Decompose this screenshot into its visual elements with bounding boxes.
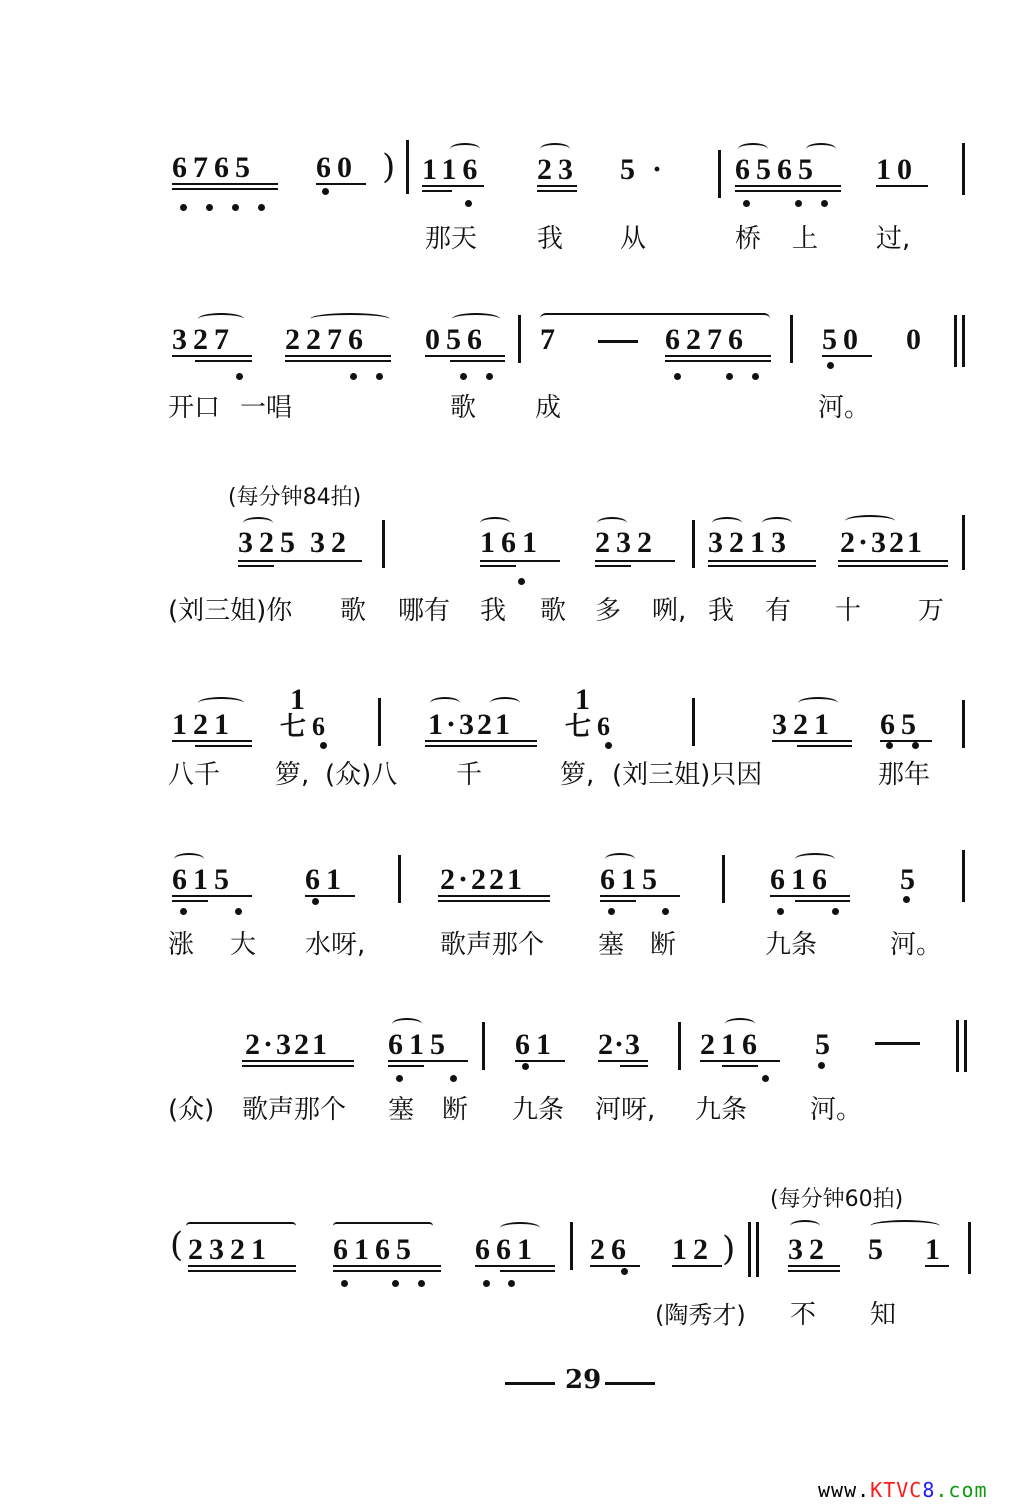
note-group: 2276: [285, 323, 369, 356]
low-octave-dot: [322, 188, 329, 195]
low-octave-dot: [232, 204, 239, 211]
note-group: 2·221: [440, 863, 526, 896]
underline: [838, 565, 948, 567]
note-group: 6765: [172, 151, 256, 184]
note-group: 327: [172, 323, 235, 356]
low-octave-dot: [605, 742, 612, 749]
note-group: 65: [880, 708, 922, 741]
note-group: 12: [672, 1233, 714, 1266]
note-group: 121: [172, 708, 235, 741]
barline: [518, 315, 521, 363]
underline: [172, 355, 252, 357]
rest: 0: [906, 323, 927, 356]
note-grace: 5: [620, 153, 641, 186]
lyric: 多: [595, 596, 622, 626]
underline: [188, 1265, 296, 1267]
underline: [665, 360, 771, 362]
underline: [242, 1060, 354, 1062]
underline: [822, 355, 872, 357]
watermark-brand-blue: 8: [922, 1478, 936, 1502]
low-octave-dot: [743, 200, 750, 207]
lyric: 塞: [598, 930, 625, 960]
underline: [425, 355, 505, 357]
underline: [770, 895, 850, 897]
underline: [388, 1060, 468, 1062]
underline: [285, 360, 391, 362]
low-octave-dot: [662, 908, 669, 915]
lyric: 河。: [818, 393, 871, 423]
underline: [500, 1270, 555, 1272]
footer-rule-right: [605, 1382, 655, 1385]
note-group: 325: [238, 526, 301, 559]
lyric: 桥: [735, 224, 762, 254]
final-barline: [956, 1020, 959, 1072]
low-octave-dot: [450, 1075, 457, 1082]
note-group: 60: [316, 151, 358, 184]
underline: [333, 1265, 441, 1267]
lyric: 那年: [878, 760, 931, 790]
underline: [590, 1265, 640, 1267]
lyric: 河呀,: [595, 1095, 656, 1125]
lyric: 九条: [512, 1095, 565, 1125]
note-group: 616: [770, 863, 833, 896]
low-octave-dot: [518, 578, 525, 585]
barline: [790, 315, 793, 363]
double-barline: [756, 1222, 759, 1277]
note: 5: [900, 863, 921, 896]
note-group: 50: [822, 323, 864, 356]
note-group: 321: [772, 708, 835, 741]
low-octave-dot: [235, 908, 242, 915]
low-octave-dot: [465, 200, 472, 207]
underline: [797, 745, 852, 747]
underline: [422, 190, 452, 192]
lyric: 涨: [168, 930, 195, 960]
lyric: 我: [480, 596, 507, 626]
low-octave-dot: [236, 373, 243, 380]
note-group: 615: [172, 863, 235, 896]
underline: [238, 565, 274, 567]
underline: [172, 740, 252, 742]
lyric: 歌: [540, 596, 567, 626]
underline: [537, 185, 577, 187]
note-group: 32: [310, 526, 352, 559]
lyric: 哪有: [398, 596, 451, 626]
note-group: 056: [425, 323, 488, 356]
lyric: 断: [650, 930, 677, 960]
lyric: 九条: [695, 1095, 748, 1125]
underline: [310, 560, 362, 562]
low-octave-dot: [674, 373, 681, 380]
underline: [238, 560, 318, 562]
underline: [480, 560, 560, 562]
note-group: 10: [876, 153, 918, 186]
underline: [172, 188, 278, 190]
low-octave-dot: [486, 373, 493, 380]
underline: [537, 190, 577, 192]
note-group: 26: [590, 1233, 632, 1266]
underline: [388, 1065, 424, 1067]
lyric: 过,: [876, 224, 911, 254]
lyric: 河。: [810, 1095, 863, 1125]
lyric: 箩,: [275, 760, 310, 790]
note-group: 6276: [665, 323, 749, 356]
lyric: 不: [790, 1300, 817, 1330]
note-group: 615: [388, 1028, 451, 1061]
barline: [398, 855, 401, 903]
underline: [925, 1265, 949, 1267]
barline: [968, 1222, 971, 1274]
underline: [188, 1270, 296, 1272]
lyric: 上: [792, 224, 819, 254]
low-octave-dot: [376, 373, 383, 380]
note-group: 23: [537, 153, 579, 186]
low-octave-dot: [821, 200, 828, 207]
low-octave-dot: [726, 373, 733, 380]
underline: [772, 740, 852, 742]
underline: [708, 560, 816, 562]
note-group: 216: [700, 1028, 763, 1061]
dot-extension: ·: [652, 153, 669, 186]
underline: [700, 1060, 780, 1062]
note-group: 61: [515, 1028, 557, 1061]
lyric: (众)八: [325, 760, 398, 790]
underline: [285, 355, 391, 357]
low-octave-dot: [392, 1280, 399, 1287]
underline: [305, 895, 355, 897]
low-octave-dot: [608, 908, 615, 915]
note-group: 2·3: [598, 1028, 642, 1061]
note-group: 1·321: [428, 708, 514, 741]
low-octave-dot: [180, 204, 187, 211]
note: 5: [868, 1233, 889, 1266]
underline: [438, 895, 550, 897]
underline: [195, 360, 252, 362]
barline: [722, 855, 725, 903]
note-group: 6565: [735, 153, 819, 186]
double-barline: [748, 1222, 751, 1277]
tempo-marking: (每分钟84拍): [228, 485, 362, 510]
lyric: 知: [870, 1300, 897, 1330]
note-group: 6165: [333, 1233, 417, 1266]
grace-note: 1: [290, 683, 311, 716]
barline: [570, 1222, 573, 1270]
underline: [735, 185, 841, 187]
note: 1: [925, 1233, 946, 1266]
low-octave-dot: [795, 200, 802, 207]
lyric: 歌声那个: [440, 930, 545, 960]
low-octave-dot: [818, 1062, 825, 1069]
barline: [692, 698, 695, 746]
barline: [382, 520, 385, 568]
lyric: 歌: [450, 393, 477, 423]
lyric: (陶秀才): [655, 1301, 746, 1329]
low-octave-dot: [418, 1280, 425, 1287]
note-group: 3213: [708, 526, 792, 559]
underline: [242, 1065, 354, 1067]
note-group: 232: [595, 526, 658, 559]
lyric: 歌: [340, 596, 367, 626]
underline: [450, 360, 505, 362]
lyric: 开口: [168, 393, 221, 423]
final-barline: [954, 315, 957, 367]
barline: [692, 520, 695, 568]
note-with-ornament: 七6: [565, 712, 617, 741]
underline: [475, 1265, 555, 1267]
low-octave-dot: [752, 373, 759, 380]
lyric: 八千: [168, 760, 221, 790]
barline: [962, 515, 965, 570]
low-octave-dot: [483, 1280, 490, 1287]
underline: [422, 185, 484, 187]
final-barline: [964, 1020, 967, 1072]
underline: [788, 1270, 840, 1272]
low-octave-dot: [460, 373, 467, 380]
slur: [870, 1220, 940, 1232]
watermark-brand-red: KTVC: [870, 1478, 923, 1502]
watermark-suffix: .com: [935, 1478, 988, 1502]
low-octave-dot: [903, 896, 910, 903]
underline: [600, 895, 680, 897]
underline: [172, 895, 252, 897]
lyric: 成: [535, 393, 562, 423]
note-with-ornament: 七6: [280, 712, 332, 741]
note-group: 61: [305, 863, 347, 896]
underline: [316, 183, 366, 185]
lyric: 歌声那个: [242, 1095, 347, 1125]
footer-rule-left: [505, 1382, 555, 1385]
low-octave-dot: [312, 898, 319, 905]
lyric: 河。: [890, 930, 943, 960]
tempo-marking: (每分钟60拍): [770, 1187, 904, 1212]
barline: [406, 140, 409, 194]
low-octave-dot: [396, 1075, 403, 1082]
low-octave-dot: [206, 204, 213, 211]
underline: [672, 1265, 722, 1267]
slur: [790, 1220, 820, 1232]
underline: [598, 1060, 648, 1062]
note-group: 2·321: [840, 526, 926, 559]
underline: [795, 900, 850, 902]
final-barline: [962, 315, 965, 367]
barline: [962, 143, 965, 195]
low-octave-dot: [341, 1280, 348, 1287]
lyric: 一唱: [240, 393, 293, 423]
low-octave-dot: [827, 362, 834, 369]
barline: [962, 850, 965, 902]
lyric: 那天: [425, 224, 478, 254]
low-octave-dot: [258, 204, 265, 211]
lyric: 我: [708, 596, 735, 626]
dash-extension: [875, 1042, 920, 1045]
grace-note: 1: [575, 683, 596, 716]
barline: [678, 1022, 681, 1070]
underline: [708, 565, 816, 567]
lyric: 我: [537, 224, 564, 254]
underline: [172, 183, 278, 185]
underline: [665, 355, 771, 357]
barline: [718, 150, 721, 198]
lyric: 断: [442, 1095, 469, 1125]
lyric: 九条: [765, 930, 818, 960]
underline: [722, 1065, 758, 1067]
lyric: (刘三姐)只因: [612, 760, 763, 790]
note-group: 615: [600, 863, 663, 896]
open-paren: (: [170, 1225, 184, 1265]
low-octave-dot: [912, 742, 919, 749]
low-octave-dot: [522, 1063, 529, 1070]
note-group: 32: [788, 1233, 830, 1266]
lyric: 千: [456, 760, 483, 790]
watermark: [818, 1478, 988, 1502]
underline: [425, 740, 537, 742]
low-octave-dot: [886, 742, 893, 749]
lyric: (众): [168, 1095, 215, 1125]
low-octave-dot: [777, 908, 784, 915]
barline: [378, 698, 381, 746]
underline: [600, 900, 636, 902]
barline: [482, 1022, 485, 1070]
underline: [735, 190, 841, 192]
underline: [333, 1270, 441, 1272]
underline: [620, 1065, 648, 1067]
lyric: 有: [765, 596, 792, 626]
note-group: 116: [422, 153, 484, 186]
underline: [595, 565, 631, 567]
note: 5: [815, 1028, 836, 1061]
note: 7: [540, 323, 561, 356]
lyric: 从: [620, 224, 647, 254]
low-octave-dot: [508, 1280, 515, 1287]
low-octave-dot: [180, 908, 187, 915]
lyric: 十: [835, 596, 862, 626]
lyric: 水呀,: [305, 930, 366, 960]
low-octave-dot: [350, 373, 357, 380]
underline: [838, 560, 948, 562]
note-group: 161: [480, 526, 543, 559]
watermark-prefix: www.: [818, 1478, 871, 1502]
lyric: 大: [230, 930, 257, 960]
lyric: (刘三姐)你: [168, 596, 293, 626]
underline: [172, 900, 208, 902]
underline: [438, 900, 550, 902]
lyric: 箩,: [560, 760, 595, 790]
close-paren: ): [722, 1229, 736, 1269]
underline: [595, 560, 675, 562]
note-group: 2·321: [245, 1028, 331, 1061]
underline: [425, 745, 537, 747]
note-group: 661: [475, 1233, 538, 1266]
note-group: 2321: [188, 1233, 272, 1266]
low-octave-dot: [320, 742, 327, 749]
low-octave-dot: [621, 1268, 628, 1275]
lyric: 咧,: [652, 596, 687, 626]
underline: [195, 745, 252, 747]
underline: [876, 185, 928, 187]
barline: [962, 700, 965, 748]
page-number: 29: [565, 1365, 602, 1395]
close-paren: ): [382, 147, 396, 187]
low-octave-dot: [832, 908, 839, 915]
underline: [788, 1265, 840, 1267]
lyric: 万: [918, 596, 945, 626]
dash-extension: [598, 340, 638, 343]
underline: [515, 1060, 565, 1062]
underline: [480, 565, 516, 567]
low-octave-dot: [762, 1075, 769, 1082]
lyric: 塞: [388, 1095, 415, 1125]
